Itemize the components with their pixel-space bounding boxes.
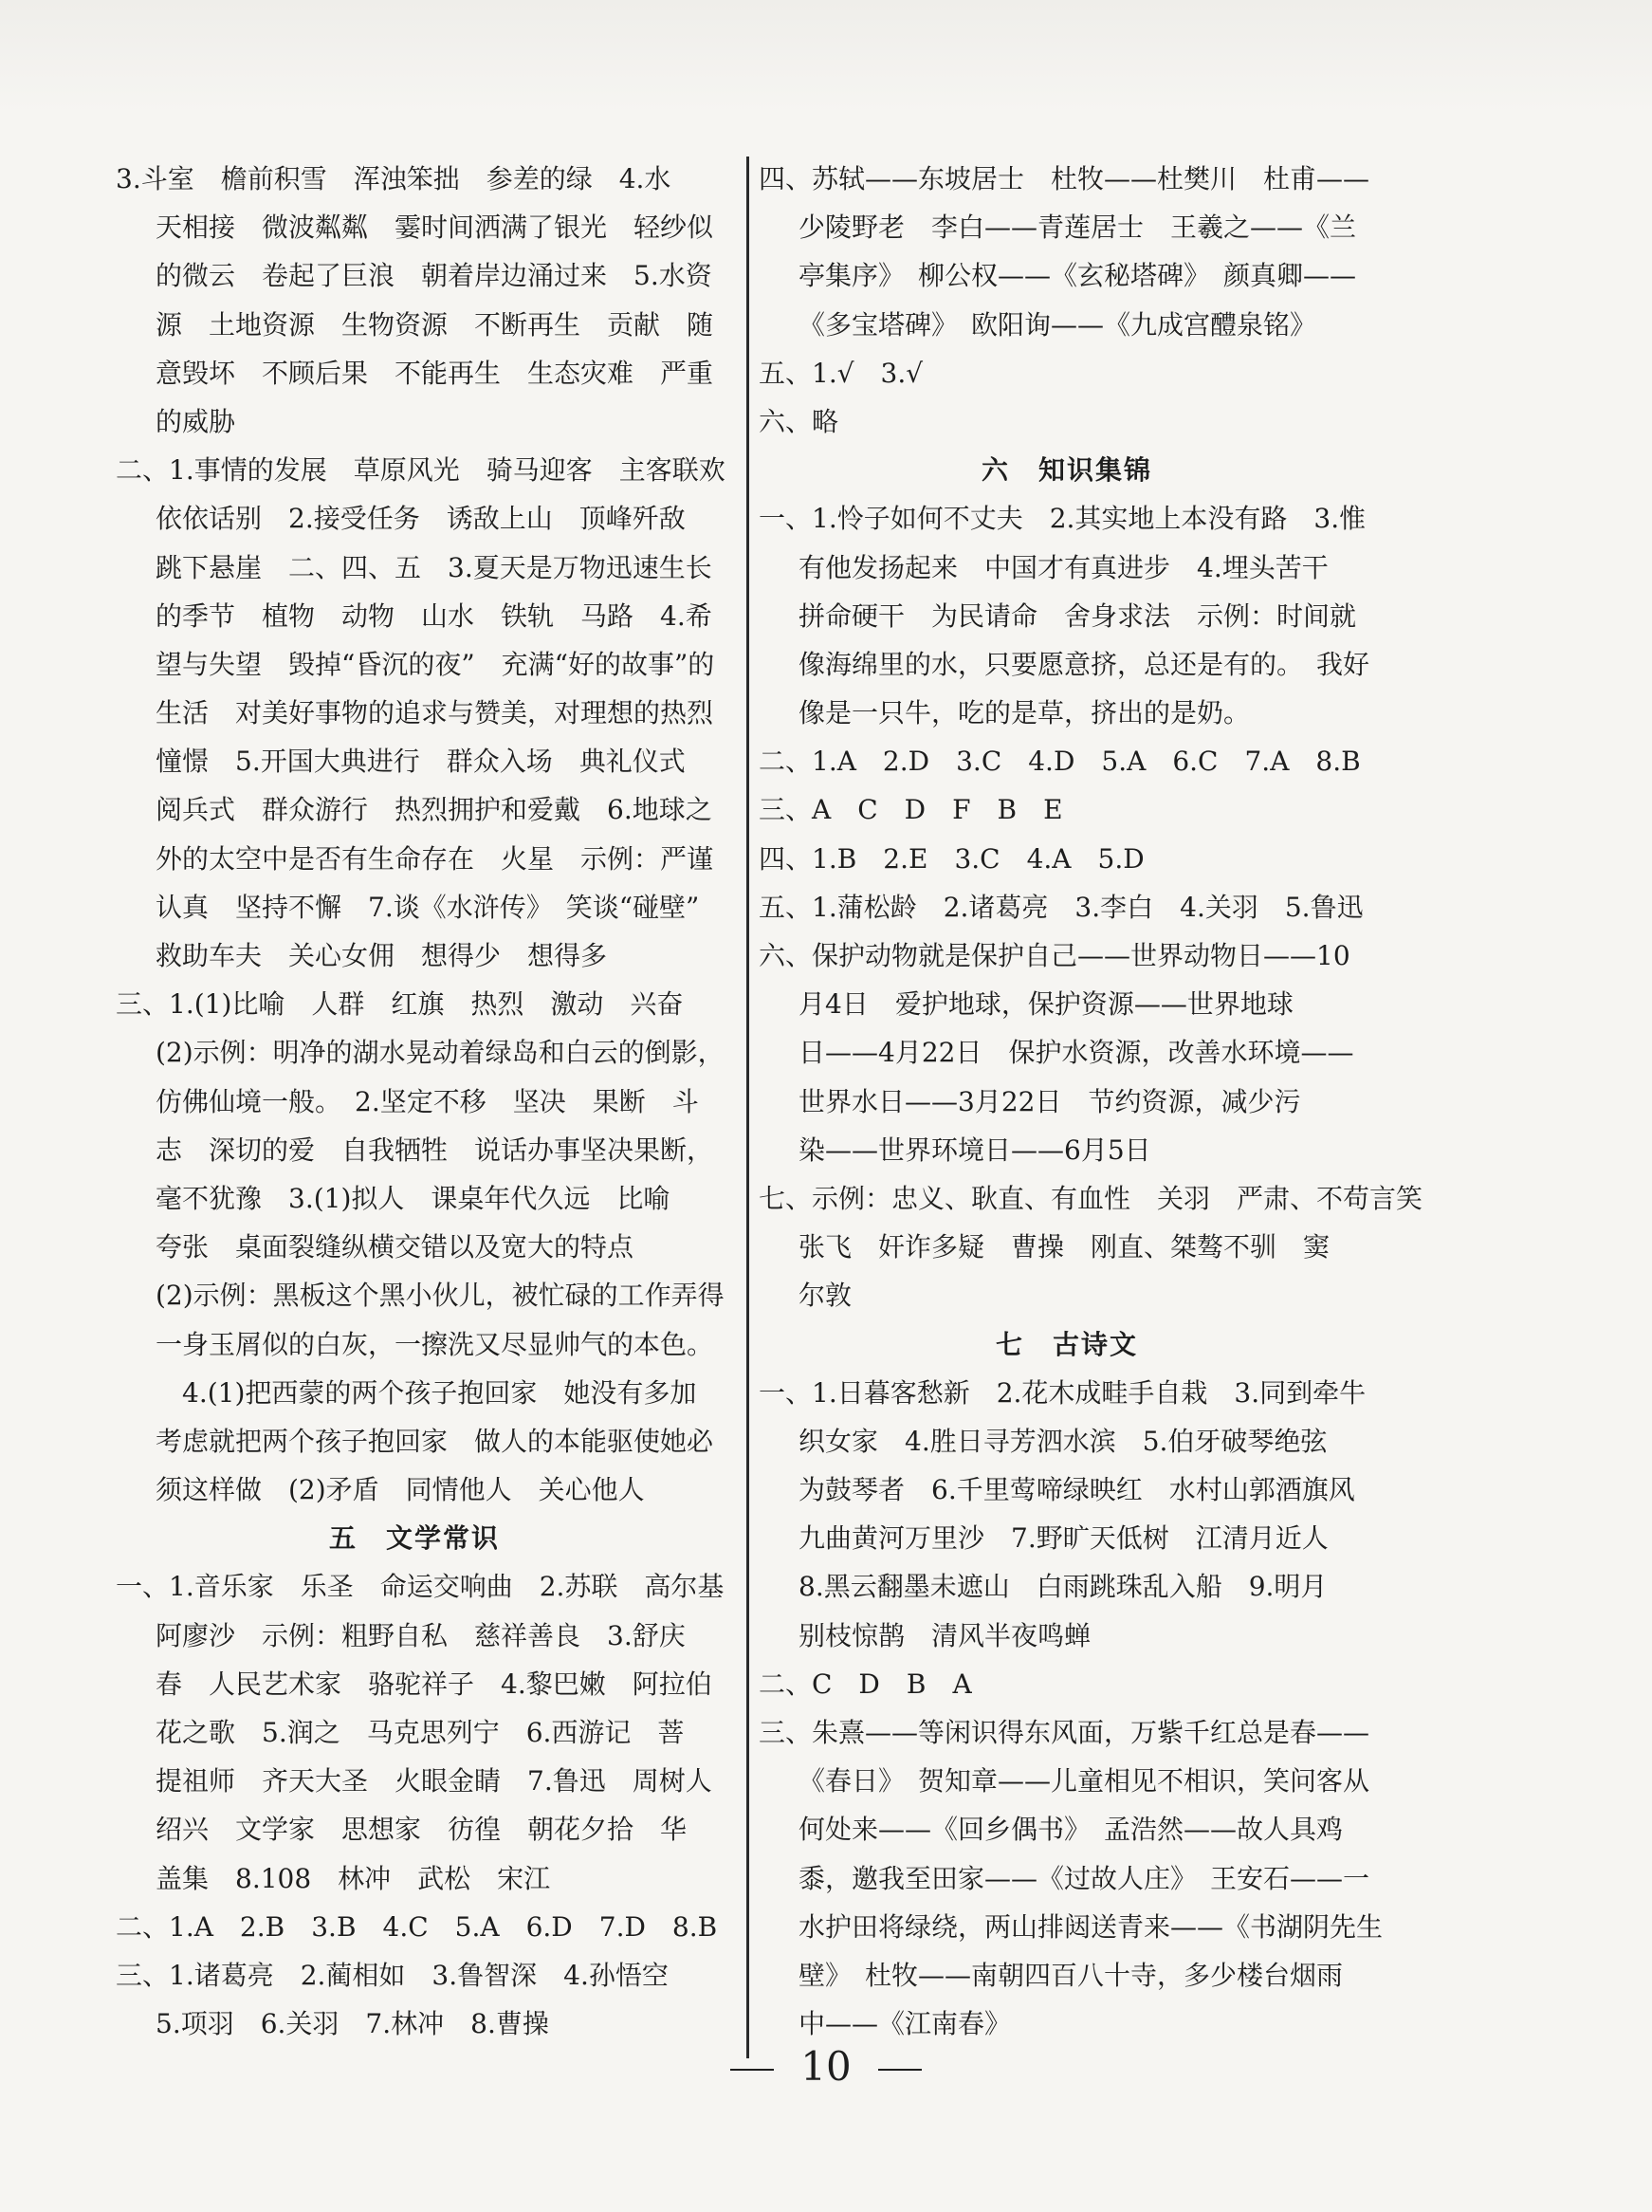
text-line: 有他发扬起来 中国才有真进步 4.埋头苦干 <box>798 551 1329 583</box>
footer-dash-left <box>730 2069 774 2071</box>
text-line: 考虑就把两个孩子抱回家 做人的本能驱使她必 <box>156 1425 714 1457</box>
text-line: 何处来——《回乡偶书》 孟浩然——故人具鸡 <box>798 1814 1344 1846</box>
page-top-shadow <box>0 0 1652 114</box>
section-heading-poetry: 七 古诗文 <box>995 1328 1138 1360</box>
text-line: 九曲黄河万里沙 7.野旷天低树 江清月近人 <box>798 1522 1329 1555</box>
text-line: 仿佛仙境一般。 2.坚定不移 坚决 果断 斗 <box>156 1085 699 1117</box>
text-line: 张飞 奸诈多疑 曹操 刚直、桀骜不驯 窦 <box>798 1231 1331 1263</box>
text-line: 五、1.√ 3.√ <box>759 357 924 389</box>
text-line: 拼命硬干 为民请命 舍身求法 示例：时间就 <box>798 599 1357 632</box>
text-line: 一、1.日暮客愁新 2.花木成畦手自栽 3.同到牵牛 <box>759 1376 1367 1409</box>
text-line: 憧憬 5.开国大典进行 群众入场 典礼仪式 <box>156 746 686 778</box>
text-line: 像海绵里的水，只要愿意挤，总还是有的。 我好 <box>798 648 1370 680</box>
text-line: 3.斗室 檐前积雪 浑浊笨拙 参差的绿 4.水 <box>116 163 671 194</box>
text-line: 壁》 杜牧——南朝四百八十寺，多少楼台烟雨 <box>798 1959 1344 1991</box>
text-line: 六、略 <box>759 405 839 437</box>
section-heading-knowledge: 六 知识集锦 <box>981 454 1152 487</box>
text-line: 外的太空中是否有生命存在 火星 示例：严谨 <box>156 842 714 875</box>
text-line: 救助车夫 关心女佣 想得少 想得多 <box>156 940 608 971</box>
text-line: 四、1.B 2.E 3.C 4.A 5.D <box>759 842 1145 875</box>
text-line: 像是一只牛，吃的是草，挤出的是奶。 <box>798 697 1251 729</box>
text-line: 阿廖沙 示例：粗野自私 慈祥善良 3.舒庆 <box>156 1619 686 1651</box>
text-line: 春 人民艺术家 骆驼祥子 4.黎巴嫩 阿拉伯 <box>156 1668 712 1700</box>
text-line: 依依话别 2.接受任务 诱敌上山 顶峰歼敌 <box>156 503 686 535</box>
text-line: 染——世界环境日——6月5日 <box>798 1134 1151 1166</box>
page-number-footer <box>0 2043 1652 2091</box>
text-line: 为鼓琴者 6.千里莺啼绿映红 水村山郭酒旗风 <box>798 1474 1355 1506</box>
text-line: 一身玉屑似的白灰，一擦洗又尽显帅气的本色。 <box>156 1328 714 1360</box>
text-line: 源 土地资源 生物资源 不断再生 贡献 随 <box>156 308 714 341</box>
text-line: 《春日》 贺知章——儿童相见不相识，笑问客从 <box>798 1765 1370 1797</box>
text-line: 世界水日——3月22日 节约资源，减少污 <box>798 1085 1301 1117</box>
text-line: 亭集序》 柳公权——《玄秘塔碑》 颜真卿—— <box>798 260 1357 292</box>
text-line: 一、1.音乐家 乐圣 命运交响曲 2.苏联 高尔基 <box>116 1571 725 1603</box>
section-two-start: 二、1.事情的发展 草原风光 骑马迎客 主客联欢 <box>116 454 725 487</box>
text-line: 二、1.A 2.D 3.C 4.D 5.A 6.C 7.A 8.B <box>759 746 1361 778</box>
text-line: 一、1.怜子如何不丈夫 2.其实地上本没有路 3.惟 <box>759 503 1367 535</box>
section-heading-literature: 五 文学常识 <box>328 1522 500 1555</box>
text-line: 花之歌 5.润之 马克思列宁 6.西游记 菩 <box>156 1717 685 1748</box>
text-line: 认真 坚持不懈 7.谈《水浒传》 笑谈“碰壁” <box>156 891 700 923</box>
text-line: 中——《江南春》 <box>798 2008 1012 2040</box>
text-line: 阅兵式 群众游行 热烈拥护和爱戴 6.地球之 <box>156 794 712 826</box>
text-line: 三、朱熹——等闲识得东风面，万紫千红总是春—— <box>759 1717 1370 1748</box>
text-line: 毫不犹豫 3.(1)拟人 课桌年代久远 比喻 <box>156 1182 670 1214</box>
text-line: 日——4月22日 保护水资源，改善水环境—— <box>798 1037 1354 1069</box>
text-line: 七、示例：忠义、耿直、有血性 关羽 严肃、不苟言笑 <box>759 1182 1423 1214</box>
text-line: 提祖师 齐天大圣 火眼金睛 7.鲁迅 周树人 <box>156 1765 712 1797</box>
right-column <box>759 155 1423 2048</box>
text-line: 六、保护动物就是保护自己——世界动物日——10 <box>759 940 1350 971</box>
text-line: 跳下悬崖 二、四、五 3.夏天是万物迅速生长 <box>156 551 712 583</box>
text-line: 望与失望 毁掉“昏沉的夜” 充满“好的故事”的 <box>156 648 715 680</box>
text-line: 黍，邀我至田家——《过故人庄》 王安石——一 <box>798 1862 1370 1894</box>
text-line: 少陵野老 李白——青莲居士 王羲之——《兰 <box>798 212 1357 244</box>
text-line: (2)示例：明净的湖水晃动着绿岛和白云的倒影， <box>156 1037 725 1069</box>
text-line: 4.(1)把西蒙的两个孩子抱回家 她没有多加 <box>156 1376 697 1409</box>
page-number: 10 <box>800 2043 852 2090</box>
text-line: 绍兴 文学家 思想家 彷徨 朝花夕拾 华 <box>156 1814 688 1846</box>
text-line: 二、1.A 2.B 3.B 4.C 5.A 6.D 7.D 8.B <box>116 1910 718 1943</box>
column-divider <box>746 157 749 2058</box>
text-line: 5.项羽 6.关羽 7.林冲 8.曹操 <box>156 2008 549 2040</box>
text-line: 四、苏轼——东坡居士 杜牧——杜樊川 杜甫—— <box>759 163 1370 194</box>
text-line: 盖集 8.108 林冲 武松 宋江 <box>156 1862 551 1894</box>
text-line: 《多宝塔碑》 欧阳询——《九成宫醴泉铭》 <box>798 308 1317 341</box>
text-line: 月4日 爱护地球，保护资源——世界地球 <box>798 988 1294 1021</box>
text-line: 织女家 4.胜日寻芳泗水滨 5.伯牙破琴绝弦 <box>798 1425 1328 1457</box>
text-line: (2)示例：黑板这个黑小伙儿，被忙碌的工作弄得 <box>156 1280 725 1312</box>
text-line: 三、1.诸葛亮 2.蔺相如 3.鲁智深 4.孙悟空 <box>116 1959 669 1991</box>
text-line: 三、A C D F B E <box>759 794 1063 826</box>
footer-dash-right <box>878 2069 922 2071</box>
text-line: 的季节 植物 动物 山水 铁轨 马路 4.希 <box>156 599 712 632</box>
text-line: 8.黑云翻墨未遮山 白雨跳珠乱入船 9.明月 <box>798 1571 1328 1603</box>
text-line: 意毁坏 不顾后果 不能再生 生态灾难 严重 <box>156 357 714 389</box>
left-column <box>116 155 725 2048</box>
text-line: 的威胁 <box>156 405 236 437</box>
section-three-start: 三、1.(1)比喻 人群 红旗 热烈 激动 兴奋 <box>116 988 684 1021</box>
text-line: 夸张 桌面裂缝纵横交错以及宽大的特点 <box>156 1231 634 1263</box>
text-line: 天相接 微波粼粼 霎时间洒满了银光 轻纱似 <box>156 212 714 244</box>
text-line: 五、1.蒲松龄 2.诸葛亮 3.李白 4.关羽 5.鲁迅 <box>759 891 1364 923</box>
text-line: 志 深切的爱 自我牺牲 说话办事坚决果断， <box>156 1134 714 1166</box>
text-line: 尔敦 <box>798 1280 853 1312</box>
text-line: 水护田将绿绕，两山排闼送青来——《书湖阴先生 <box>798 1910 1384 1943</box>
text-line: 二、C D B A <box>759 1668 972 1700</box>
text-line: 的微云 卷起了巨浪 朝着岸边涌过来 5.水资 <box>156 260 712 292</box>
text-line: 别枝惊鹊 清风半夜鸣蝉 <box>798 1619 1092 1651</box>
text-line: 须这样做 (2)矛盾 同情他人 关心他人 <box>156 1474 645 1506</box>
text-line: 生活 对美好事物的追求与赞美，对理想的热烈 <box>156 697 714 729</box>
